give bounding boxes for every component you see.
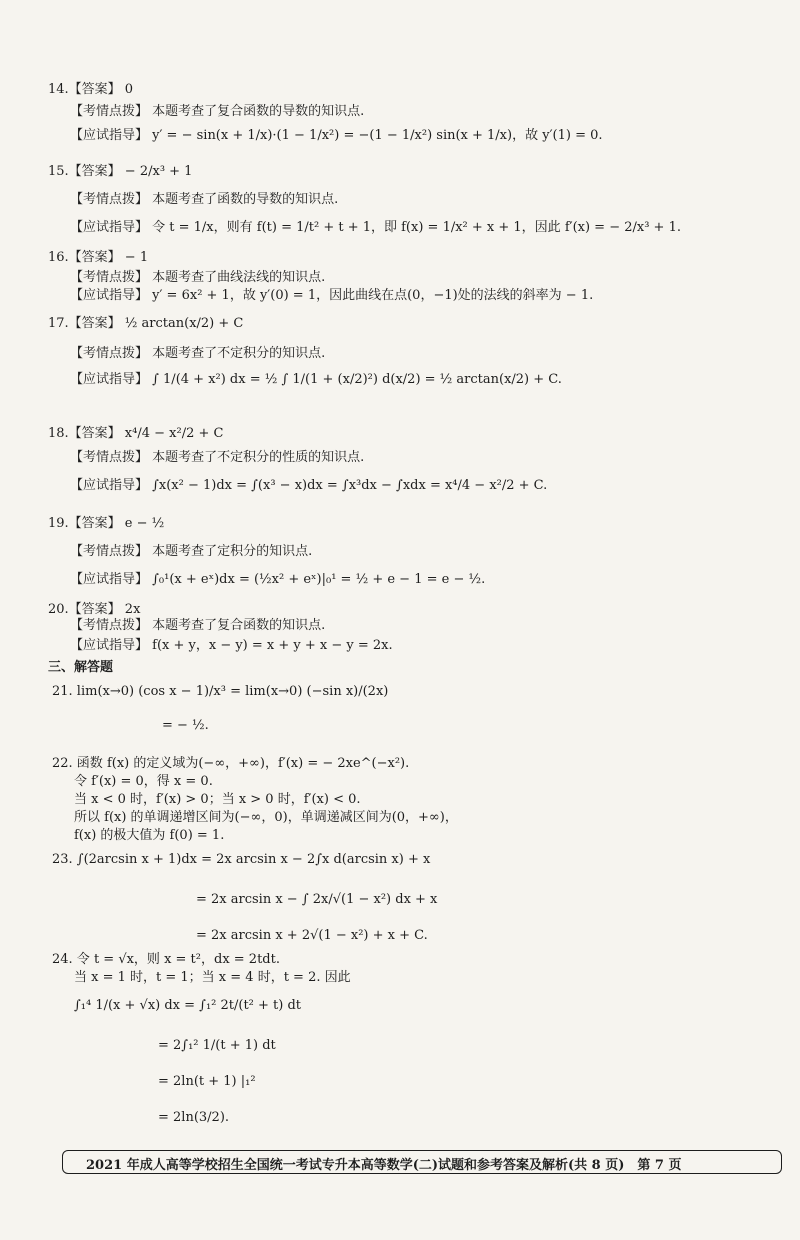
- q15-point: 【考情点拨】 本题考查了函数的导数的知识点.: [70, 192, 339, 207]
- s21-line-1: 21. lim(x→0) (cos x − 1)/x³ = lim(x→0) (−sin x)/(2x): [52, 684, 389, 699]
- q20-point: 【考情点拨】 本题考查了复合函数的知识点.: [70, 618, 326, 633]
- s22-line-3: 当 x < 0 时，f′(x) > 0；当 x > 0 时，f′(x) < 0.: [74, 792, 361, 807]
- q17-point: 【考情点拨】 本题考查了不定积分的知识点.: [70, 346, 326, 361]
- s24-line-4: = 2∫₁² 1/(t + 1) dt: [158, 1038, 276, 1053]
- q16-answer: 16.【答案】 − 1: [48, 250, 149, 265]
- q18-guide: 【应试指导】 ∫x(x² − 1)dx = ∫(x³ − x)dx = ∫x³dx − ∫xdx = x⁴/4 − x²/2 + C.: [70, 478, 548, 493]
- q19-answer: 19.【答案】 e − ½: [48, 516, 165, 531]
- s23-line-3: = 2x arcsin x + 2√(1 − x²) + x + C.: [196, 928, 428, 943]
- q20-answer: 20.【答案】 2x: [48, 602, 141, 617]
- q14-answer: 14.【答案】 0: [48, 82, 134, 97]
- s22-line-2: 令 f′(x) = 0，得 x = 0.: [74, 774, 213, 789]
- q17-answer: 17.【答案】 ½ arctan(x/2) + C: [48, 316, 244, 331]
- s24-line-6: = 2ln(3/2).: [158, 1110, 230, 1125]
- q18-answer: 18.【答案】 x⁴/4 − x²/2 + C: [48, 426, 224, 441]
- s23-line-2: = 2x arcsin x − ∫ 2x/√(1 − x²) dx + x: [196, 892, 438, 907]
- s24-line-2: 当 x = 1 时，t = 1；当 x = 4 时，t = 2. 因此: [74, 970, 351, 985]
- q17-guide: 【应试指导】 ∫ 1/(4 + x²) dx = ½ ∫ 1/(1 + (x/2)²) d(x/2) = ½ arctan(x/2) + C.: [70, 372, 562, 387]
- s21-line-2: = − ½.: [162, 718, 209, 733]
- s23-line-1: 23. ∫(2arcsin x + 1)dx = 2x arcsin x − 2∫x d(arcsin x) + x: [52, 852, 431, 867]
- s22-line-5: f(x) 的极大值为 f(0) = 1.: [74, 828, 225, 843]
- section-title: 三、解答题: [48, 660, 114, 675]
- s22-line-4: 所以 f(x) 的单调递增区间为(−∞，0)，单调递减区间为(0，+∞)，: [74, 810, 458, 825]
- q16-point: 【考情点拨】 本题考查了曲线法线的知识点.: [70, 270, 326, 285]
- q14-guide: 【应试指导】 y′ = − sin(x + 1/x)·(1 − 1/x²) = −(1 − 1/x²) sin(x + 1/x)，故 y′(1) = 0.: [70, 128, 603, 143]
- q19-point: 【考情点拨】 本题考查了定积分的知识点.: [70, 544, 313, 559]
- s24-line-5: = 2ln(t + 1) |₁²: [158, 1074, 256, 1089]
- s24-line-1: 24. 令 t = √x，则 x = t²，dx = 2tdt.: [52, 952, 280, 967]
- s22-line-1: 22. 函数 f(x) 的定义域为(−∞，+∞)，f′(x) = − 2xe^(−x²).: [52, 756, 410, 771]
- q20-guide: 【应试指导】 f(x + y，x − y) = x + y + x − y = 2x.: [70, 638, 393, 653]
- q16-guide: 【应试指导】 y′ = 6x² + 1，故 y′(0) = 1，因此曲线在点(0，−1)处的法线的斜率为 − 1.: [70, 288, 594, 303]
- q14-point: 【考情点拨】 本题考查了复合函数的导数的知识点.: [70, 104, 365, 119]
- page-footer: 2021 年成人高等学校招生全国统一考试专升本高等数学(二)试题和参考答案及解析(共 8 页) 第 7 页: [86, 1158, 682, 1173]
- s24-line-3: ∫₁⁴ 1/(x + √x) dx = ∫₁² 2t/(t² + t) dt: [74, 998, 302, 1013]
- q15-guide: 【应试指导】 令 t = 1/x，则有 f(t) = 1/t² + t + 1，即 f(x) = 1/x² + x + 1，因此 f′(x) = − 2/x³ + 1.: [70, 220, 681, 235]
- q15-answer: 15.【答案】 − 2/x³ + 1: [48, 164, 193, 179]
- q19-guide: 【应试指导】 ∫₀¹(x + eˣ)dx = (½x² + eˣ)|₀¹ = ½ + e − 1 = e − ½.: [70, 572, 486, 587]
- q18-point: 【考情点拨】 本题考查了不定积分的性质的知识点.: [70, 450, 365, 465]
